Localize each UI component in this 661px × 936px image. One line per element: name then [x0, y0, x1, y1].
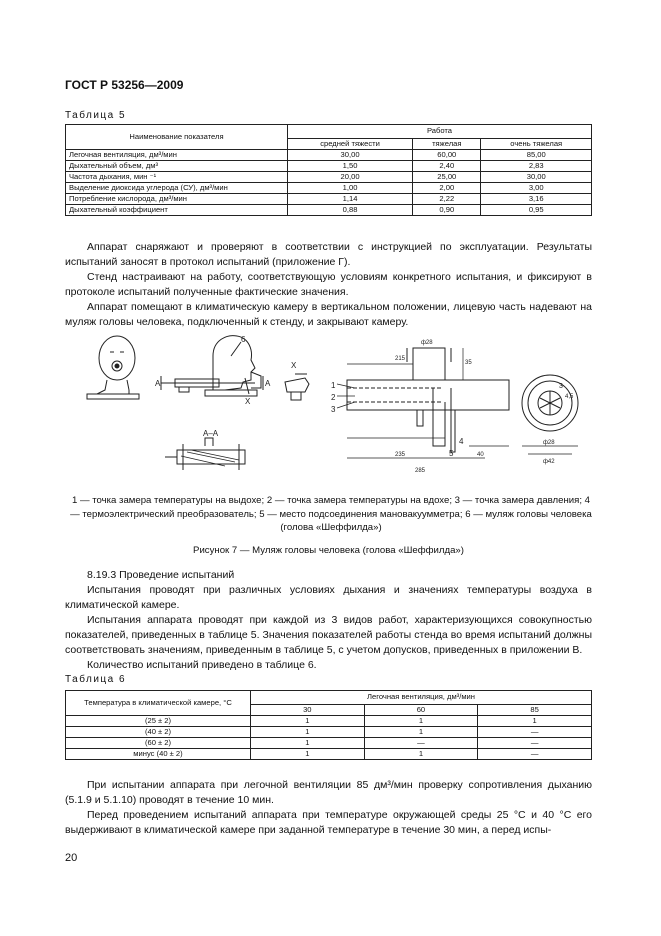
table5-col: средней тяжести	[288, 138, 413, 149]
dim-40: 40	[477, 452, 484, 458]
table6-cell: 1	[478, 716, 592, 727]
label-3-side: 3	[559, 383, 563, 390]
aa-section-drawing	[165, 438, 245, 470]
table5-cell: 85,00	[481, 150, 592, 161]
section-title: 8.19.3 Проведение испытаний	[87, 569, 235, 581]
paragraph: Количество испытаний приведено в таблице 6.	[87, 659, 317, 671]
page-number: 20	[65, 852, 78, 864]
table5-col: очень тяжелая	[481, 138, 592, 149]
dim-285: 285	[415, 468, 426, 474]
table5-cell: 30,00	[481, 172, 592, 183]
label-x-view: X	[291, 361, 297, 370]
x-detail-drawing	[285, 374, 309, 400]
table6-cell: 1	[251, 727, 365, 738]
table5-row-name: Дыхательный коэффициент	[66, 205, 288, 216]
dim-4-5: 4,5	[565, 394, 574, 400]
paragraph: Перед проведением испытаний аппарата при температуре окружающей среды 25 °С и 40 °С его выдерживают в климатической камере при заданной температуре в течение 30 мин, а перед испы-	[65, 809, 592, 836]
table5-cell: 3,16	[481, 194, 592, 205]
table6-row-name: (25 ± 2)	[66, 716, 251, 727]
table5-row-name: Выделение диоксида углерода (СУ), дм³/мин	[66, 183, 288, 194]
head-dummy-figure	[65, 328, 592, 488]
table5-cell: 2,40	[413, 161, 481, 172]
table-row	[66, 205, 592, 216]
head-side-drawing	[161, 336, 263, 396]
table6-cell: —	[478, 738, 592, 749]
label-4: 4	[459, 437, 464, 446]
table6-cell: 1	[364, 727, 478, 738]
table6	[65, 690, 592, 760]
dim-35: 35	[465, 360, 472, 366]
table5-cell: 2,00	[413, 183, 481, 194]
paragraph: Аппарат снаряжают и проверяют в соответствии с инструкцией по эксплуатации. Результаты испытаний заносят в протокол испытаний (приложение Г).	[65, 241, 592, 268]
table6-cell: 1	[251, 738, 365, 749]
table-row	[66, 716, 592, 727]
table6-caption: Таблица 6	[65, 674, 127, 685]
paragraph: При испытании аппарата при легочной вентиляции 85 дм³/мин проверку сопротивления дыханию (5.1.9 и 5.1.10) проводят в течение 10 мин.	[65, 779, 592, 806]
table-row	[66, 727, 592, 738]
table5-cell: 0,95	[481, 205, 592, 216]
table5-cell: 1,00	[288, 183, 413, 194]
table5-cell: 20,00	[288, 172, 413, 183]
table5-cell: 1,14	[288, 194, 413, 205]
label-1: 1	[331, 381, 336, 390]
label-aa: A–A	[203, 429, 219, 438]
table5-cell: 0,88	[288, 205, 413, 216]
dim-d28-side: ф28	[543, 440, 555, 446]
head-front-drawing	[87, 336, 139, 399]
table5-row-name: Легочная вентиляция, дм³/мин	[66, 150, 288, 161]
table5-cell: 30,00	[288, 150, 413, 161]
table6-col: 85	[478, 704, 592, 715]
table6-row-name: (40 ± 2)	[66, 727, 251, 738]
table5-cell: 1,50	[288, 161, 413, 172]
document-id: ГОСТ Р 53256—2009	[65, 78, 184, 92]
label-2: 2	[331, 393, 336, 402]
paragraph: Испытания проводят при различных условиях дыхания и значениях температуры воздуха в климатической камере.	[65, 584, 592, 611]
table6-row-name: минус (40 ± 2)	[66, 749, 251, 760]
table5-head-work: Работа	[288, 125, 592, 139]
paragraph: Аппарат помещают в климатическую камеру в вертикальном положении, лицевую часть надевают на муляж головы человека, подключенный к стенду, и закрывают камеру.	[65, 301, 592, 328]
table6-cell: 1	[251, 749, 365, 760]
paragraph: Стенд настраивают на работу, соответствующую условиям конкретного испытания, и фиксируют в протоколе испытаний полученные фактические значения.	[65, 271, 592, 298]
table5-cell: 0,90	[413, 205, 481, 216]
label-x-mark: X	[245, 397, 251, 406]
table6-row-name: (60 ± 2)	[66, 738, 251, 749]
text-block-1	[65, 240, 592, 330]
table6-cell: —	[478, 749, 592, 760]
dim-215: 215	[395, 356, 406, 362]
label-a-left: A	[155, 379, 161, 388]
table-row	[66, 183, 592, 194]
table5	[65, 124, 592, 216]
table-row	[66, 749, 592, 760]
table5-cell: 2,22	[413, 194, 481, 205]
table6-col: 60	[364, 704, 478, 715]
paragraph: Испытания аппарата проводят при каждой из 3 видов работ, характеризующихся совокупностью показателей, приведенных в таблице 5. Значения показателей работы стенда во время испытаний должны соответствовать значениям, приведенным в таблице 5, с учетом допусков, приведенных в приложении В.	[65, 614, 592, 656]
table6-cell: —	[364, 738, 478, 749]
table-row	[66, 194, 592, 205]
section-block	[65, 568, 592, 673]
label-5: 5	[449, 449, 454, 458]
dim-d42: ф42	[543, 459, 555, 465]
table5-cell: 2,83	[481, 161, 592, 172]
dim-d28-top: ф28	[421, 340, 433, 346]
table5-cell: 60,00	[413, 150, 481, 161]
table6-head-vent: Легочная вентиляция, дм³/мин	[251, 691, 592, 705]
table6-cell: 1	[364, 716, 478, 727]
table6-cell: 1	[364, 749, 478, 760]
table5-caption: Таблица 5	[65, 110, 127, 121]
pipe-assembly-drawing	[337, 348, 509, 458]
label-3: 3	[331, 405, 336, 414]
table6-cell: —	[478, 727, 592, 738]
table5-row-name: Дыхательный объем, дм³	[66, 161, 288, 172]
table5-col: тяжелая	[413, 138, 481, 149]
table-row	[66, 738, 592, 749]
table-row	[66, 172, 592, 183]
text-block-2	[65, 778, 592, 838]
table5-cell: 3,00	[481, 183, 592, 194]
figure-legend: 1 — точка замера температуры на выдохе; 2 — точка замера температуры на вдохе; 3 — точка замера давления; 4 — термоэлектрический преобразователь; 5 — место подсоединения мановакуумметра; 6 — муляж головы человека (голова «Шеффилда»)	[70, 495, 592, 533]
label-6: 6	[241, 335, 246, 344]
table5-cell: 25,00	[413, 172, 481, 183]
label-a-right: A	[265, 379, 271, 388]
table-row	[66, 150, 592, 161]
figure-caption: Рисунок 7 — Муляж головы человека (голова «Шеффилда»)	[193, 545, 464, 556]
table5-row-name: Потребление кислорода, дм³/мин	[66, 194, 288, 205]
table6-head-temp: Температура в климатической камере, °С	[66, 691, 251, 716]
table6-cell: 1	[251, 716, 365, 727]
table-row	[66, 161, 592, 172]
table5-row-name: Частота дыхания, мин ⁻¹	[66, 172, 288, 183]
table5-head-param: Наименование показателя	[66, 125, 288, 150]
dim-235: 235	[395, 452, 406, 458]
table6-col: 30	[251, 704, 365, 715]
